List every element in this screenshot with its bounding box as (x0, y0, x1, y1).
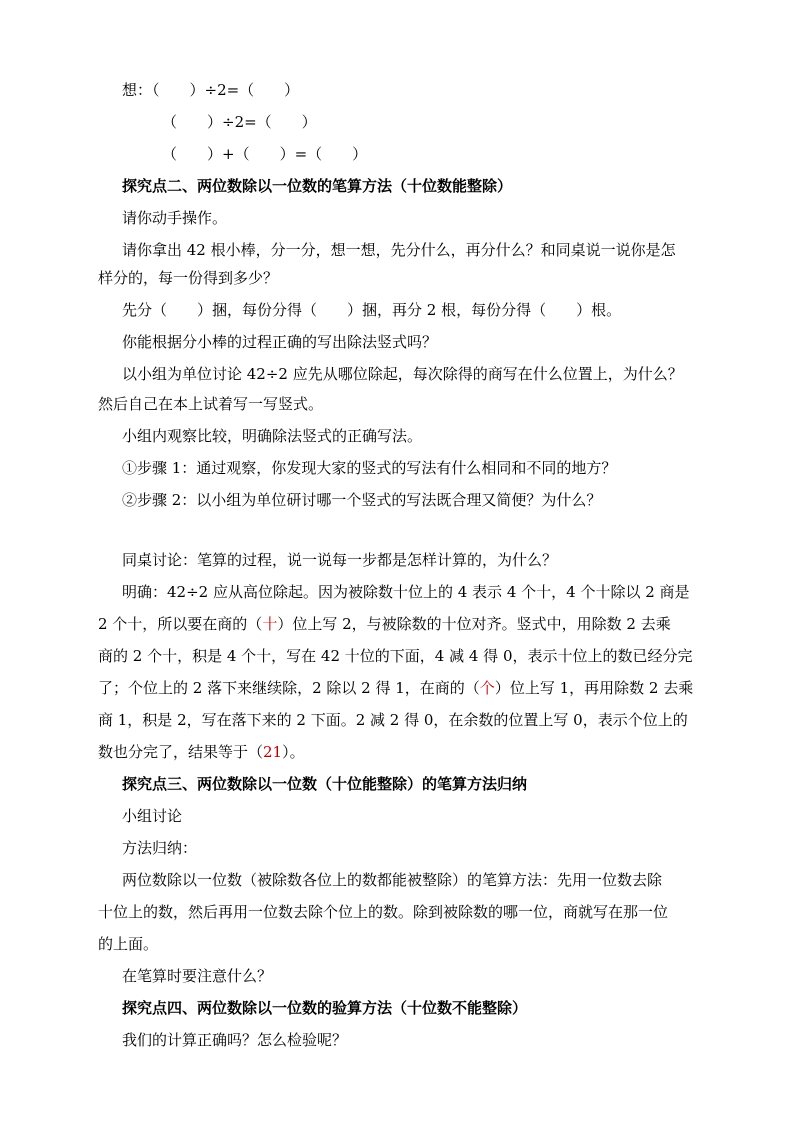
paragraph: 你能根据分小棒的过程正确的写出除法竖式吗？ (122, 333, 438, 351)
section-4-heading: 探究点四、两位数除以一位数的验算方法（十位数不能整除） (122, 999, 528, 1017)
paragraph: 然后自己在本上试着写一写竖式。 (98, 395, 324, 413)
paragraph: 小组内观察比较，明确除法竖式的正确写法。 (122, 427, 423, 445)
paragraph: 在笔算时要注意什么？ (122, 967, 273, 985)
paragraph: 的上面。 (98, 935, 159, 953)
text: ）。 (282, 743, 305, 761)
step-2: ②步骤 2：以小组为单位研讨哪一个竖式的写法既合理又简便？为什么？ (122, 491, 602, 509)
text: ）位上写 1，再用除数 2 去乘 (494, 679, 694, 697)
think-line-1: 想：（ ）÷2=（ ） (122, 81, 300, 99)
clarify-line: 明确：42÷2 应从高位除起。因为被除数十位上的 4 表示 4 个十，4 个十除以 2 商是 (122, 583, 690, 601)
clarify-line: 商 1，积是 2，写在落下来的 2 下面。2 减 2 得 0，在余数的位置上写 0，表示个位上的 (98, 711, 688, 729)
paragraph: 请你动手操作。 (122, 209, 228, 227)
answer-red: 个 (479, 679, 495, 697)
paragraph: 同桌讨论：笔算的过程，说一说每一步都是怎样计算的，为什么？ (122, 551, 558, 569)
paragraph: 以小组为单位讨论 42÷2 应先从哪位除起，每次除得的商写在什么位置上，为什么？ (122, 365, 683, 383)
section-2-heading: 探究点二、两位数除以一位数的笔算方法（十位数能整除） (122, 177, 513, 195)
text: 了；个位上的 2 落下来继续除，2 除以 2 得 1，在商的（ (98, 679, 480, 697)
text: ）位上写 2，与被除数的十位对齐。竖式中，用除数 2 去乘 (277, 615, 671, 633)
paragraph: 先分（ ）捆，每份分得（ ）捆，再分 2 根，每份分得（ ）根。 (122, 301, 622, 319)
paragraph: 请你拿出 42 根小棒，分一分，想一想，先分什么，再分什么？和同桌说一说你是怎 (122, 241, 676, 259)
clarify-line (98, 742, 305, 762)
think-line-3: （ ）+（ ）=（ ） (162, 145, 368, 163)
paragraph: 小组讨论 (122, 807, 183, 825)
answer-red: 十 (262, 615, 278, 633)
paragraph: 方法归纳： (122, 839, 198, 857)
clarify-line (98, 678, 693, 698)
paragraph: 十位上的数，然后再用一位数去除个位上的数。除到被除数的哪一位，商就写在那一位 (98, 903, 669, 921)
clarify-line (98, 614, 671, 634)
think-line-2: （ ）÷2=（ ） (162, 113, 317, 131)
text: 2 个十，所以要在商的（ (98, 615, 263, 633)
paragraph: 样分的，每一份得到多少？ (98, 269, 279, 287)
step-1: ①步骤 1：通过观察，你发现大家的竖式的写法有什么相同和不同的地方？ (122, 459, 617, 477)
paragraph: 我们的计算正确吗？怎么检验呢？ (122, 1031, 348, 1049)
section-3-heading: 探究点三、两位数除以一位数（十位能整除）的笔算方法归纳 (122, 775, 528, 793)
text: 数也分完了，结果等于（ (98, 743, 264, 761)
clarify-line: 商的 2 个十，积是 4 个十，写在 42 十位的下面，4 减 4 得 0，表示十位上的数已经分完 (98, 647, 693, 665)
answer-red: 21 (263, 743, 283, 761)
paragraph: 两位数除以一位数（被除数各位上的数都能被整除）的笔算方法：先用一位数去除 (122, 871, 663, 889)
